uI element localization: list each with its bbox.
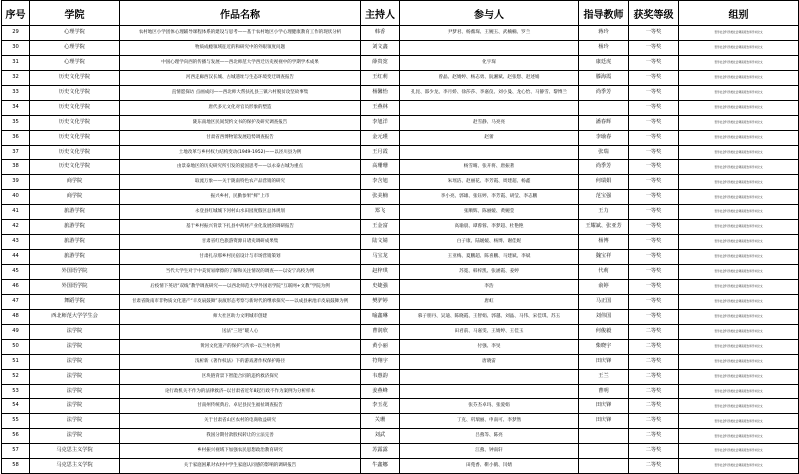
- row-host: 苏露露: [361, 444, 400, 459]
- row-award: 一等奖: [629, 235, 679, 250]
- row-host: 赵梓琪: [361, 265, 400, 280]
- row-title: 取流万象——关于陇南特色农产品营销的研究: [120, 175, 361, 190]
- row-college: 法学院: [30, 369, 120, 384]
- row-award: 一等奖: [629, 40, 679, 55]
- row-number: 46: [2, 279, 30, 294]
- row-group: 哲学社会科学类社会调查报告和学术论文: [679, 354, 799, 369]
- row-title: 师大社区助力文明城市创建: [120, 309, 361, 324]
- row-college: 旅游学院: [30, 205, 120, 220]
- row-college: 商学院: [30, 175, 120, 190]
- row-members: 白子康、陆媛媛、杨博、谢佳妮: [400, 235, 579, 250]
- row-group: 哲学社会科学类社会调查报告和学术论文: [679, 444, 799, 459]
- row-group: 哲学社会科学类社会调查报告和学术论文: [679, 235, 799, 250]
- row-number: 31: [2, 55, 30, 70]
- row-number: 29: [2, 26, 30, 41]
- table-row: [2, 444, 799, 459]
- row-group: 哲学社会科学类社会调查报告和学术论文: [679, 70, 799, 85]
- row-host: 李玉花: [361, 399, 400, 414]
- row-number: 36: [2, 130, 30, 145]
- row-advisor: 蒋玲: [579, 26, 629, 41]
- row-title: 送法“三进”暖人心: [120, 324, 361, 339]
- row-advisor: 曹明: [579, 384, 629, 399]
- row-group: 哲学社会科学类社会调查报告和学术论文: [679, 294, 799, 309]
- row-host: 薛贵宽: [361, 55, 400, 70]
- row-host: 高珊珊: [361, 160, 400, 175]
- row-host: 关珊: [361, 414, 400, 429]
- row-title: 后疫情下英语“双线”教学调查研究——以西北师范大学外国语学院“互联网+文教”学院为例: [120, 279, 361, 294]
- row-college: 舞蹈学院: [30, 294, 120, 309]
- row-title: 甘肃省西博物馆发展趋势调查报告: [120, 130, 361, 145]
- row-host: 李含旭: [361, 175, 400, 190]
- row-title: 振兴乡村，民勤参果“鲜”上市: [120, 190, 361, 205]
- row-group: 哲学社会科学类社会调查报告和学术论文: [679, 40, 799, 55]
- row-title: 乡村振兴视域下加强农民思想政治教育研究: [120, 444, 361, 459]
- row-title: 农村地区小学团体心理辅导课程体系的建设与思考——基于农村地区小学心理健康教育工作的现状分析: [120, 26, 361, 41]
- table-row: [2, 160, 799, 175]
- row-number: 49: [2, 324, 30, 339]
- row-host: 郑飞: [361, 205, 400, 220]
- table-row: [2, 55, 799, 70]
- row-members: 朱瑶洁、赵丽花、李芳霞、周建超、杨鑫: [400, 175, 579, 190]
- row-advisor: 尚季芳: [579, 160, 629, 175]
- row-host: 姜燕峰: [361, 384, 400, 399]
- row-advisor: 范宝强: [579, 190, 629, 205]
- row-college: 旅游学院: [30, 250, 120, 265]
- row-award: 一等奖: [629, 85, 679, 100]
- row-award: 一等奖: [629, 265, 679, 280]
- row-members: 杨雪晴、张开将、唐振著: [400, 160, 579, 175]
- row-title: 永登县红城城下河村山水田园度假区总体规划: [120, 205, 361, 220]
- row-advisor: 俞婷: [579, 279, 629, 294]
- row-title: 关于家庭困累对农村中学生家庭认同感的影响的调研报告: [120, 459, 361, 474]
- row-advisor: 王耀斌、张亚芳: [579, 220, 629, 235]
- row-number: 55: [2, 414, 30, 429]
- row-advisor: 康廷虎: [579, 55, 629, 70]
- row-members: 付强、李旻: [400, 339, 579, 354]
- row-advisor: 滕海霞: [579, 70, 629, 85]
- table-row: [2, 115, 799, 130]
- row-number: 52: [2, 369, 30, 384]
- row-advisor: [579, 444, 629, 459]
- row-award: 二等奖: [629, 444, 679, 459]
- row-host: 韩香: [361, 26, 400, 41]
- row-college: 历史文化学院: [30, 160, 120, 175]
- row-title: 唐代多元文化对官员形象的塑造: [120, 100, 361, 115]
- row-number: 37: [2, 145, 30, 160]
- row-title: 中国心理学向西的传播与发展——西北师范大学西迁历史视视中的学期学术成果: [120, 55, 361, 70]
- row-award: 一等奖: [629, 55, 679, 70]
- row-host: 杨馨怡: [361, 85, 400, 100]
- table-row: [2, 190, 799, 205]
- row-number: 47: [2, 294, 30, 309]
- row-members: 张芬杰卓玛、张爱娟: [400, 399, 579, 414]
- row-members: 孔昆、邵少龙、李月娇、徐莎莎、李嘉仪、刘小曼、龙心怡、马静雪、黎博兰: [400, 85, 579, 100]
- row-number: 40: [2, 190, 30, 205]
- row-advisor: 潘春辉: [579, 115, 629, 130]
- row-host: 马宝龙: [361, 250, 400, 265]
- row-group: 哲学社会科学类社会调查报告和学术论文: [679, 279, 799, 294]
- row-group: 哲学社会科学类社会调查报告和学术论文: [679, 324, 799, 339]
- row-number: 39: [2, 175, 30, 190]
- row-number: 33: [2, 85, 30, 100]
- row-host: 金元瑾: [361, 130, 400, 145]
- table-row: [2, 130, 799, 145]
- row-award: 一等奖: [629, 250, 679, 265]
- row-group: 哲学社会科学类社会调查报告和学术论文: [679, 55, 799, 70]
- row-award: 一等奖: [629, 205, 679, 220]
- header-group: 组别: [679, 1, 799, 26]
- row-title: 浅析新《著作权法》下的游戏著作权保护路径: [120, 354, 361, 369]
- row-group: 哲学社会科学类社会调查报告和学术论文: [679, 369, 799, 384]
- row-advisor: 马正国: [579, 294, 629, 309]
- row-college: 心理学院: [30, 26, 120, 41]
- row-number: 34: [2, 100, 30, 115]
- row-advisor: 代莉: [579, 265, 629, 280]
- table-row: [2, 459, 799, 474]
- table-row: [2, 399, 799, 414]
- table-row: [2, 250, 799, 265]
- header-members: 参与人: [400, 1, 579, 26]
- row-college: 法学院: [30, 414, 120, 429]
- row-title: 甘肃扎尕那乡村民宿设计与市场营销策划: [120, 250, 361, 265]
- row-group: 哲学社会科学类社会调查报告和学术论文: [679, 220, 799, 235]
- row-title: 黄河文化遗产的保护与传承--以兰州为例: [120, 339, 361, 354]
- row-group: 哲学社会科学类社会调查报告和学术论文: [679, 145, 799, 160]
- row-members: 江燕、钟南轩: [400, 444, 579, 459]
- row-title: 由景泰地区的历史研究所引发的爱国思考——以永泰古城为重点: [120, 160, 361, 175]
- row-number: 51: [2, 354, 30, 369]
- row-members: 李浩: [400, 279, 579, 294]
- row-members: [400, 145, 579, 160]
- row-advisor: 王力: [579, 205, 629, 220]
- row-members: 唐虹: [400, 294, 579, 309]
- row-title: 土地改革与乡村权力结构变动(1949-1952)——以泾川县为例: [120, 145, 361, 160]
- row-number: 45: [2, 265, 30, 280]
- row-members: [400, 100, 579, 115]
- row-award: 一等奖: [629, 309, 679, 324]
- row-group: 哲学社会科学类社会调查报告和学术论文: [679, 100, 799, 115]
- row-advisor: 柴晓宇: [579, 339, 629, 354]
- row-college: 法学院: [30, 324, 120, 339]
- row-college: 历史文化学院: [30, 145, 120, 160]
- row-advisor: [579, 100, 629, 115]
- row-award: 二等奖: [629, 339, 679, 354]
- row-advisor: 田庆锋: [579, 354, 629, 369]
- row-college: 心理学院: [30, 55, 120, 70]
- row-title: 直情愿探访 点画成问——西北师大帮扶礼县三镇六村脱贫攻坚故事集: [120, 85, 361, 100]
- table-row: [2, 220, 799, 235]
- row-college: 历史文化学院: [30, 85, 120, 100]
- row-number: 43: [2, 235, 30, 250]
- row-college: 旅游学院: [30, 235, 120, 250]
- row-group: 哲学社会科学类社会调查报告和学术论文: [679, 115, 799, 130]
- row-advisor: 何俊毅: [579, 324, 629, 339]
- table-row: [2, 429, 799, 444]
- table-row: [2, 369, 799, 384]
- header-title: 作品名称: [120, 1, 361, 26]
- row-members: [400, 384, 579, 399]
- row-number: 30: [2, 40, 30, 55]
- header-award: 获奖等级: [629, 1, 679, 26]
- row-host: 王红莉: [361, 70, 400, 85]
- row-college: 法学院: [30, 429, 120, 444]
- row-award: 二等奖: [629, 414, 679, 429]
- row-group: 哲学社会科学类社会调查报告和学术论文: [679, 175, 799, 190]
- row-members: [400, 40, 579, 55]
- row-advisor: 杨玲: [579, 40, 629, 55]
- table-row: [2, 265, 799, 280]
- row-title: 河西走廊西汉长城、古城遗址与生态环境变迁调查报告: [120, 70, 361, 85]
- row-members: 赵雪静、马亮亮: [400, 115, 579, 130]
- header-college: 学院: [30, 1, 120, 26]
- row-college: 外国语学院: [30, 265, 120, 280]
- table-row: [2, 205, 799, 220]
- row-group: 哲学社会科学类社会调查报告和学术论文: [679, 429, 799, 444]
- row-award: 二等奖: [629, 369, 679, 384]
- row-host: 韦惠韵: [361, 369, 400, 384]
- row-host: 黄小丽: [361, 339, 400, 354]
- row-advisor: 尚季芳: [579, 85, 629, 100]
- row-college: 历史文化学院: [30, 100, 120, 115]
- row-award: 一等奖: [629, 100, 679, 115]
- table-row: [2, 324, 799, 339]
- row-host: 史婕强: [361, 279, 400, 294]
- header-no: 序号: [2, 1, 30, 26]
- row-host: 刘武: [361, 429, 400, 444]
- row-award: 二等奖: [629, 459, 679, 474]
- row-award: 二等奖: [629, 429, 679, 444]
- table-row: [2, 294, 799, 309]
- row-group: 哲学社会科学类社会调查报告和学术论文: [679, 250, 799, 265]
- row-group: 哲学社会科学类社会调查报告和学术论文: [679, 160, 799, 175]
- table-row: [2, 309, 799, 324]
- row-award: 一等奖: [629, 26, 679, 41]
- row-advisor: [579, 459, 629, 474]
- row-host: 李旭洋: [361, 115, 400, 130]
- row-award: 二等奖: [629, 399, 679, 414]
- row-members: 田君前、马嘉雯、王婧婷、王佳玉: [400, 324, 579, 339]
- row-members: 唐晓雷: [400, 354, 579, 369]
- header-host: 主持人: [361, 1, 400, 26]
- row-number: 41: [2, 205, 30, 220]
- row-award: 一等奖: [629, 145, 679, 160]
- row-members: 苏冕、韩梓凯、张涵霞、姜婷: [400, 265, 579, 280]
- row-award: 一等奖: [629, 115, 679, 130]
- row-award: 二等奖: [629, 324, 679, 339]
- row-host: 曹润欣: [361, 324, 400, 339]
- row-title: 区块链背景下智能合同的违约救济探究: [120, 369, 361, 384]
- row-members: 化宇琛: [400, 55, 579, 70]
- row-number: 48: [2, 309, 30, 324]
- table-row: [2, 26, 799, 41]
- row-members: 高瑜晨、谭蓉蓉、李梦超、杜艳艳: [400, 220, 579, 235]
- row-college: 心理学院: [30, 40, 120, 55]
- row-host: 王金富: [361, 220, 400, 235]
- row-members: 曾晶、赵婧婷、杨志勇、阮湘斌、赵张想、赵述娟: [400, 70, 579, 85]
- row-advisor: 何瑞娟: [579, 175, 629, 190]
- row-advisor: 李瑜春: [579, 130, 629, 145]
- row-advisor: 田庆锋: [579, 399, 629, 414]
- row-group: 哲学社会科学类社会调查报告和学术论文: [679, 339, 799, 354]
- row-college: 历史文化学院: [30, 115, 120, 130]
- row-award: 一等奖: [629, 294, 679, 309]
- row-advisor: 魏宝祥: [579, 250, 629, 265]
- row-host: 张美楠: [361, 190, 400, 205]
- table-row: [2, 85, 799, 100]
- table-row: [2, 235, 799, 250]
- table-row: [2, 70, 799, 85]
- row-award: 一等奖: [629, 160, 679, 175]
- row-college: 旅游学院: [30, 220, 120, 235]
- row-college: 法学院: [30, 384, 120, 399]
- row-number: 38: [2, 160, 30, 175]
- row-host: 刘文鑫: [361, 40, 400, 55]
- row-members: [400, 369, 579, 384]
- table-row: [2, 40, 799, 55]
- row-advisor: 张瑞: [579, 145, 629, 160]
- row-award: 一等奖: [629, 175, 679, 190]
- row-host: 符翔宇: [361, 354, 400, 369]
- row-award: 一等奖: [629, 130, 679, 145]
- row-host: 陆文婧: [361, 235, 400, 250]
- row-advisor: 刘伟国: [579, 309, 629, 324]
- row-members: 赵蕾: [400, 130, 579, 145]
- row-host: 牛鑫娜: [361, 459, 400, 474]
- row-advisor: [579, 429, 629, 444]
- row-college: 马克思主义学院: [30, 459, 120, 474]
- row-title: 基于乡村振兴背景下扎县中药材产业化发展的调研报告: [120, 220, 361, 235]
- row-title: 甘南州传统典后、卓尼县民生福祉调查报告: [120, 399, 361, 414]
- row-number: 56: [2, 429, 30, 444]
- row-college: 马克思主义学院: [30, 444, 120, 459]
- row-college: 法学院: [30, 354, 120, 369]
- row-number: 42: [2, 220, 30, 235]
- row-group: 哲学社会科学类社会调查报告和学术论文: [679, 414, 799, 429]
- row-number: 58: [2, 459, 30, 474]
- header-row: [2, 1, 799, 26]
- row-college: 历史文化学院: [30, 130, 120, 145]
- row-members: 尹梦君、杨薇琛、王婉玉、武楠楠、罗兰: [400, 26, 579, 41]
- row-group: 哲学社会科学类社会调查报告和学术论文: [679, 85, 799, 100]
- awards-table: [1, 0, 799, 474]
- row-members: 丁克、巩瑞丽、申南可、李梦然: [400, 414, 579, 429]
- row-group: 哲学社会科学类社会调查报告和学术论文: [679, 459, 799, 474]
- row-title: 陇东南地区民间契约文书的保护及研究调查报告: [120, 115, 361, 130]
- row-members: 王亚梅、夏鹏超、陈喜鹏、马建斌、李斌: [400, 250, 579, 265]
- row-college: 法学院: [30, 339, 120, 354]
- row-title: 甘肃省红色旅游资源日诸史调研成果集: [120, 235, 361, 250]
- row-title: 当代大学生对于中美贸易摩擦的了解和关注情况的调查——以安宁高校为例: [120, 265, 361, 280]
- row-award: 一等奖: [629, 279, 679, 294]
- table-row: [2, 279, 799, 294]
- table-row: [2, 175, 799, 190]
- row-title: 关于甘肃省山区农村的电商收益研究: [120, 414, 361, 429]
- row-advisor: 杨博: [579, 235, 629, 250]
- row-group: 哲学社会科学类社会调查报告和学术论文: [679, 130, 799, 145]
- row-number: 50: [2, 339, 30, 354]
- row-group: 哲学社会科学类社会调查报告和学术论文: [679, 309, 799, 324]
- row-number: 35: [2, 115, 30, 130]
- row-number: 44: [2, 250, 30, 265]
- row-college: 历史文化学院: [30, 70, 120, 85]
- row-group: 哲学社会科学类社会调查报告和学术论文: [679, 205, 799, 220]
- row-members: 李小亮、郭雄、张钰婷、李芳霞、胡莹、李志鹏: [400, 190, 579, 205]
- header-advisor: 指导教师: [579, 1, 629, 26]
- row-host: 樊驴婷: [361, 294, 400, 309]
- row-award: 二等奖: [629, 354, 679, 369]
- row-college: 外国语学院: [30, 279, 120, 294]
- row-members: 慕子朋丹、吴迪、陈晓霞、王智娟、郭越、刘晶、马伟、宋佳琪、苏玉: [400, 309, 579, 324]
- row-members: 田苑香、靳小鹤、闫婧: [400, 459, 579, 474]
- row-group: 哲学社会科学类社会调查报告和学术论文: [679, 265, 799, 280]
- row-college: 西北师范大学学生会: [30, 309, 120, 324]
- row-advisor: 王兰: [579, 369, 629, 384]
- row-group: 哲学社会科学类社会调查报告和学术论文: [679, 399, 799, 414]
- row-host: 王月霞: [361, 145, 400, 160]
- row-group: 哲学社会科学类社会调查报告和学术论文: [679, 190, 799, 205]
- table-row: [2, 354, 799, 369]
- row-award: 一等奖: [629, 70, 679, 85]
- table-row: [2, 384, 799, 399]
- row-advisor: 田庆锋: [579, 414, 629, 429]
- row-number: 57: [2, 444, 30, 459]
- row-college: 法学院: [30, 399, 120, 414]
- row-number: 54: [2, 399, 30, 414]
- row-host: 王燕林: [361, 100, 400, 115]
- row-members: 张顺辉、陈丽媛、黄婉莹: [400, 205, 579, 220]
- row-award: 一等奖: [629, 220, 679, 235]
- row-title: 物质成瘾领域征近的和研究中的外眼领度问题: [120, 40, 361, 55]
- row-group: 哲学社会科学类社会调查报告和学术论文: [679, 26, 799, 41]
- row-title: 论行政机关不作为的法律救济--以甘肃省近年8起行政不作为案例为分析样本: [120, 384, 361, 399]
- row-title: 甘肃省陇南市非物质文化遗产“羊皮扇鼓舞”表演形态考察与新时代的继承探究——以成县索池羊皮扇鼓舞为例: [120, 294, 361, 309]
- row-host: 喻鑫琳: [361, 309, 400, 324]
- row-title: 我国分期付款股权转让的立法完善: [120, 429, 361, 444]
- table-row: [2, 414, 799, 429]
- row-award: 二等奖: [629, 384, 679, 399]
- table-row: [2, 145, 799, 160]
- table-row: [2, 339, 799, 354]
- row-number: 32: [2, 70, 30, 85]
- row-number: 53: [2, 384, 30, 399]
- table-row: [2, 100, 799, 115]
- row-group: 哲学社会科学类社会调查报告和学术论文: [679, 384, 799, 399]
- row-college: 商学院: [30, 190, 120, 205]
- row-members: 吕燕等、陈亮: [400, 429, 579, 444]
- row-award: 一等奖: [629, 190, 679, 205]
